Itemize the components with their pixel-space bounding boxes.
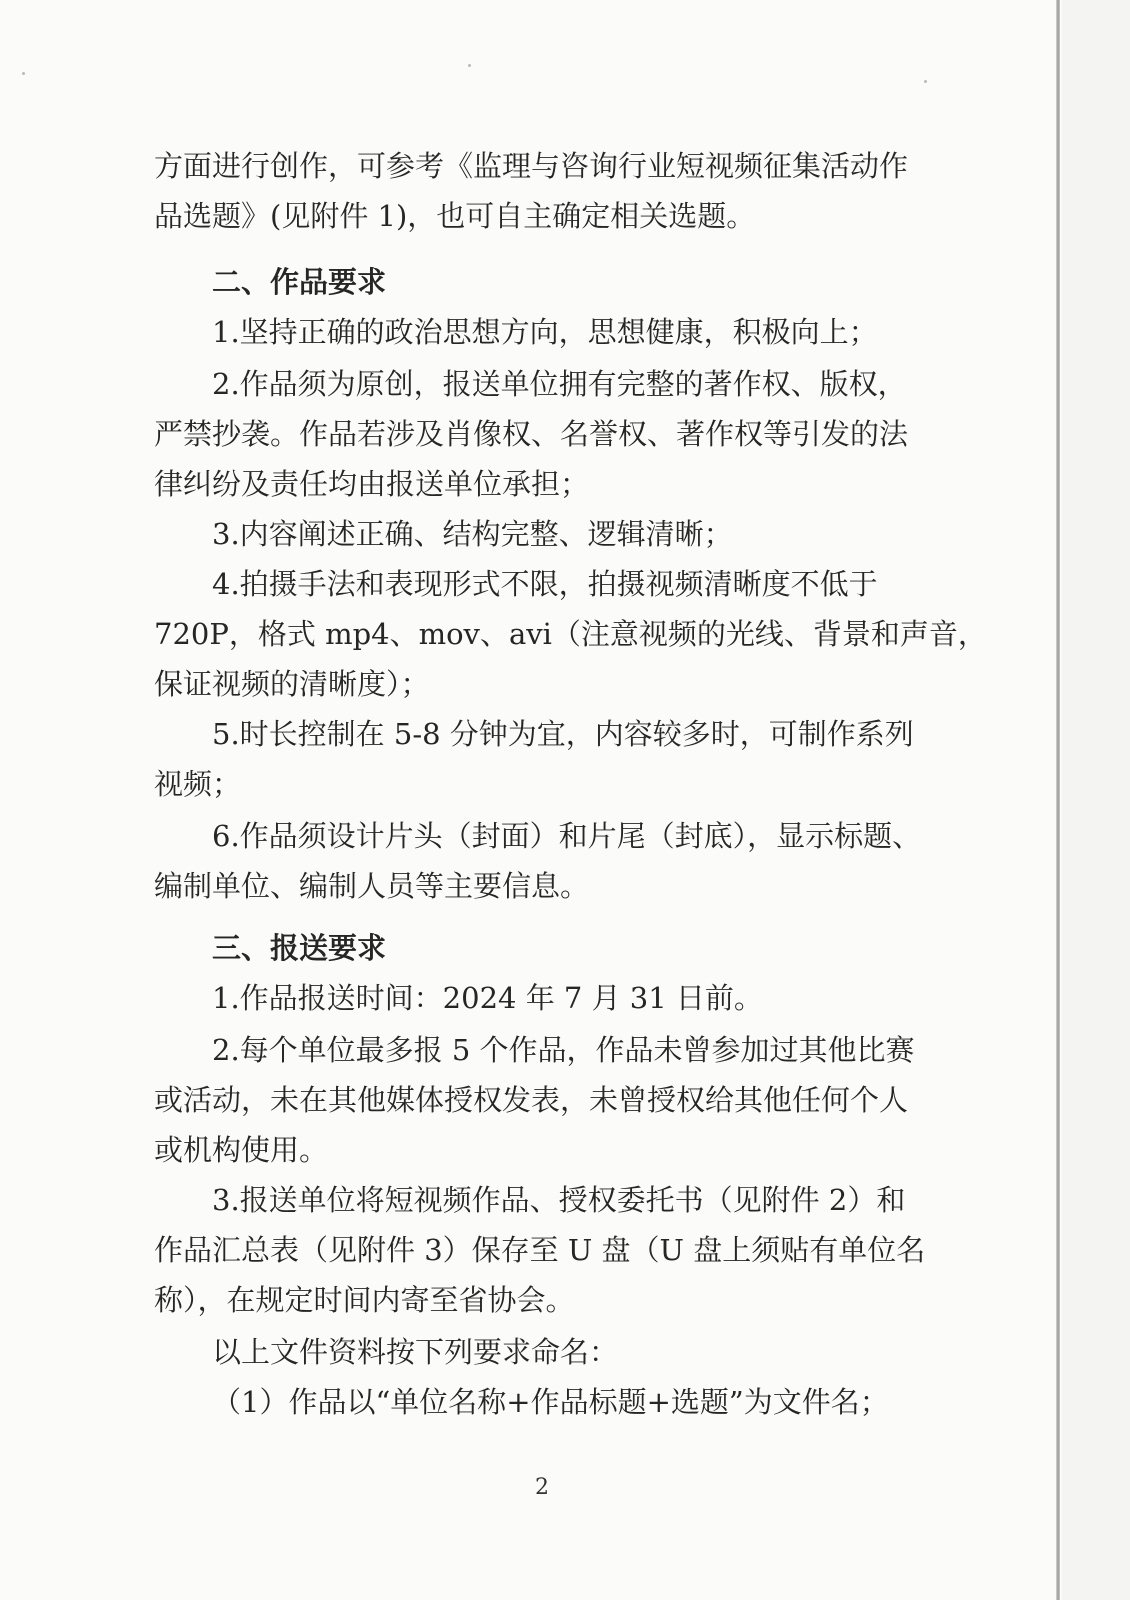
body-line: 称），在规定时间内寄至省协会。 xyxy=(154,1283,575,1317)
body-line: 4.拍摄手法和表现形式不限，拍摄视频清晰度不低于 xyxy=(212,567,878,601)
scan-margin xyxy=(1062,0,1130,1600)
body-line: 720P，格式 mp4、mov、avi（注意视频的光线、背景和声音， xyxy=(154,617,987,651)
body-line: 5.时长控制在 5-8 分钟为宜，内容较多时，可制作系列 xyxy=(212,717,914,751)
body-line: 编制单位、编制人员等主要信息。 xyxy=(154,869,590,903)
body-line: 品选题》(见附件 1)，也可自主确定相关选题。 xyxy=(154,199,756,233)
body-line: 方面进行创作，可参考《监理与咨询行业短视频征集活动作 xyxy=(154,149,909,183)
page-number: 2 xyxy=(535,1475,549,1500)
body-line: 保证视频的清晰度）； xyxy=(154,667,430,701)
body-line: 作品汇总表（见附件 3）保存至 U 盘（U 盘上须贴有单位名 xyxy=(154,1233,926,1267)
body-line: 1.作品报送时间：2024 年 7 月 31 日前。 xyxy=(212,981,763,1015)
scan-speck xyxy=(468,64,471,67)
body-line: 3.内容阐述正确、结构完整、逻辑清晰； xyxy=(212,517,733,551)
body-line: 律纠纷及责任均由报送单位承担； xyxy=(154,467,590,501)
body-line: 2.每个单位最多报 5 个作品，作品未曾参加过其他比赛 xyxy=(212,1033,915,1067)
section-heading-submission: 三、报送要求 xyxy=(212,931,387,965)
body-line: 6.作品须设计片头（封面）和片尾（封底），显示标题、 xyxy=(212,819,922,853)
body-line: 视频； xyxy=(154,767,242,801)
body-line: 严禁抄袭。作品若涉及肖像权、名誉权、著作权等引发的法 xyxy=(154,417,909,451)
scan-speck xyxy=(924,80,927,83)
body-line: 3.报送单位将短视频作品、授权委托书（见附件 2）和 xyxy=(212,1183,906,1217)
body-line: 2.作品须为原创，报送单位拥有完整的著作权、版权， xyxy=(212,367,907,401)
body-line: 或活动，未在其他媒体授权发表，未曾授权给其他任何个人 xyxy=(154,1083,909,1117)
body-line: （1）作品以“单位名称+作品标题+选题”为文件名； xyxy=(212,1385,889,1419)
body-line: 或机构使用。 xyxy=(154,1133,329,1167)
section-heading-requirements: 二、作品要求 xyxy=(212,265,387,299)
body-line: 以上文件资料按下列要求命名： xyxy=(212,1335,619,1369)
scan-speck xyxy=(22,72,25,75)
page-edge-shadow xyxy=(1056,0,1060,1600)
body-line: 1.坚持正确的政治思想方向，思想健康，积极向上； xyxy=(212,315,878,349)
